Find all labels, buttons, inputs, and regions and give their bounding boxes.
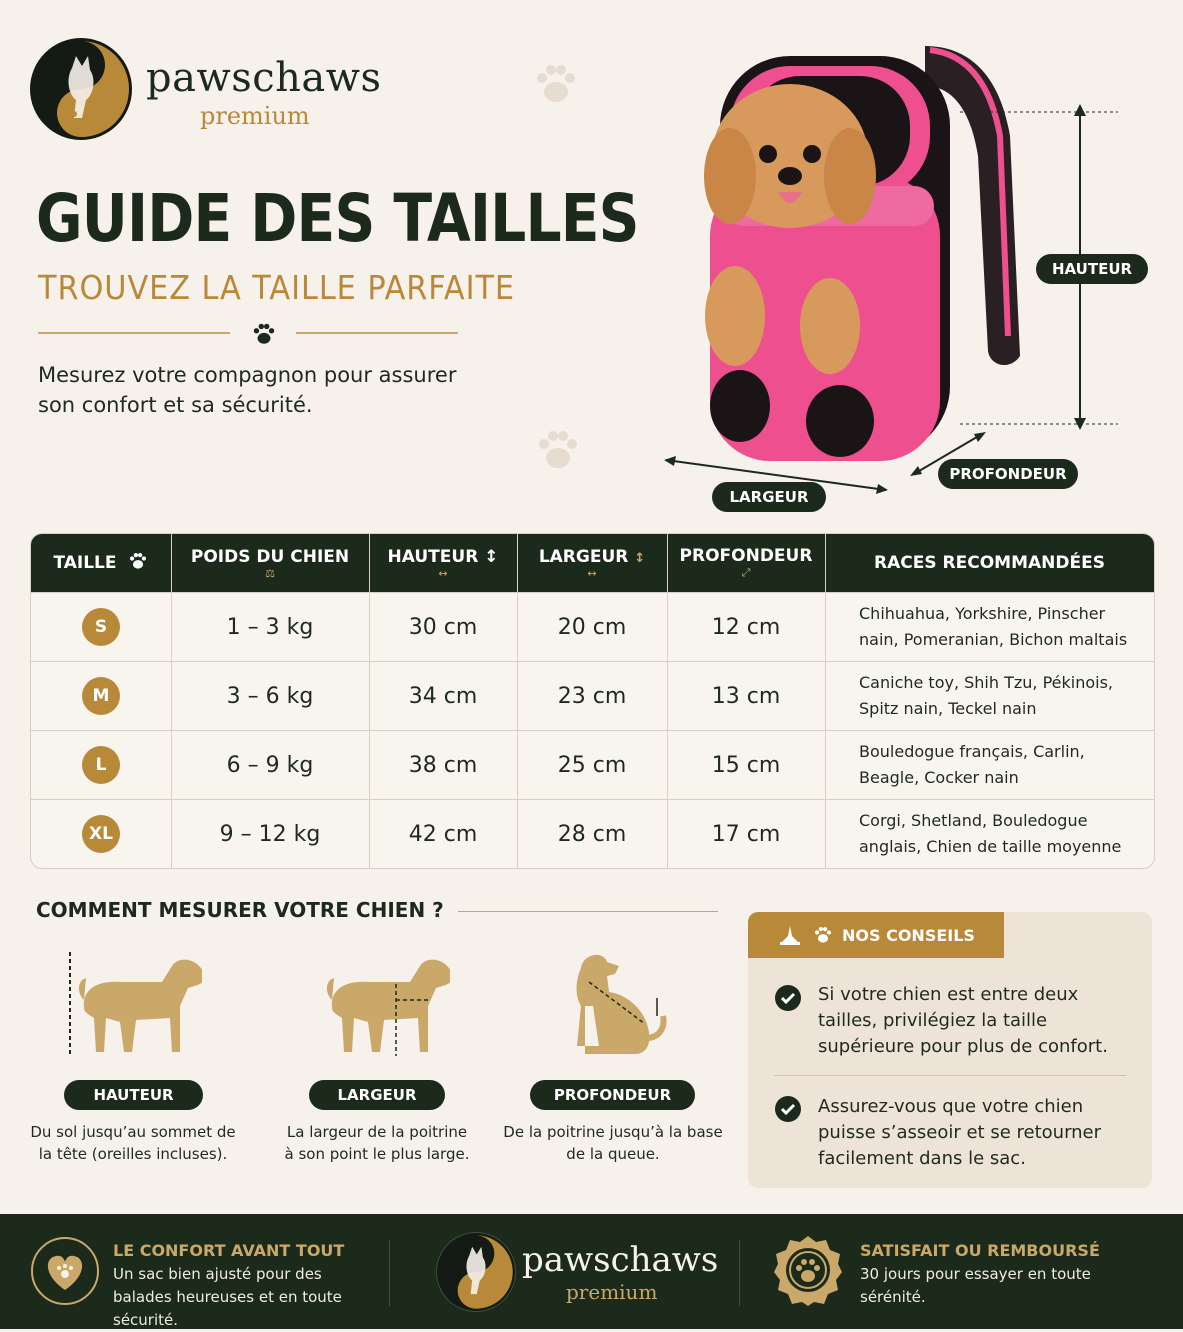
footer-divider bbox=[739, 1240, 740, 1306]
measure-depth-label: PROFONDEUR bbox=[530, 1080, 695, 1110]
header-cell bbox=[667, 534, 825, 592]
divider bbox=[774, 1075, 1126, 1076]
table-row bbox=[31, 799, 1154, 868]
header-height: HAUTEUR bbox=[387, 546, 479, 567]
height-label: HAUTEUR bbox=[1036, 254, 1148, 284]
size-badge: M bbox=[82, 677, 120, 715]
header-cell bbox=[825, 534, 1154, 592]
height-cell: 34 cm bbox=[408, 683, 478, 709]
depth-cell: 12 cm bbox=[711, 614, 781, 640]
footer-logo bbox=[436, 1232, 516, 1312]
header-cell bbox=[517, 534, 667, 592]
column-divider bbox=[667, 534, 668, 868]
tips-icon bbox=[778, 924, 802, 950]
dog-width-illustration bbox=[310, 948, 450, 1062]
measure-depth-desc: De la poitrine jusqu’à la base de la queue. bbox=[503, 1123, 723, 1163]
footer-right-title: SATISFAIT OU REMBOURSÉ bbox=[860, 1241, 1100, 1260]
breeds-cell: Corgi, Shetland, Bouledogue anglais, Chien de taille moyenne bbox=[859, 811, 1122, 856]
paw-icon bbox=[127, 550, 149, 577]
heart-paw-icon bbox=[30, 1236, 100, 1310]
vertical-arrow-icon: ↕ bbox=[634, 550, 646, 566]
measure-height-label: HAUTEUR bbox=[64, 1080, 203, 1110]
header-depth: PROFONDEUR bbox=[679, 546, 813, 566]
header-cell bbox=[31, 534, 171, 592]
paw-icon bbox=[812, 924, 834, 950]
breeds-cell: Chihuahua, Yorkshire, Pinscher nain, Pomeranian, Bichon maltais bbox=[859, 604, 1128, 649]
guarantee-seal-icon bbox=[772, 1234, 844, 1310]
header-size: TAILLE bbox=[53, 553, 117, 573]
table-header bbox=[31, 534, 1154, 592]
horizontal-arrow-icon: ↔ bbox=[587, 566, 597, 580]
depth-label: PROFONDEUR bbox=[938, 459, 1078, 489]
weight-cell: 9 – 12 kg bbox=[219, 821, 321, 847]
paw-icon bbox=[530, 58, 582, 114]
measure-height-desc: Du sol jusqu’au sommet de la tête (oreilles incluses). bbox=[30, 1123, 236, 1163]
intro-text: Mesurez votre compagnon pour assurer son confort et sa sécurité. bbox=[38, 363, 457, 417]
column-divider bbox=[517, 534, 518, 868]
tips-title: NOS CONSEILS bbox=[842, 926, 975, 945]
footer-right-text: 30 jours pour essayer en toute sérénité. bbox=[860, 1265, 1091, 1306]
weight-cell: 1 – 3 kg bbox=[226, 614, 314, 640]
diagonal-arrow-icon: ⤢ bbox=[741, 566, 751, 579]
paw-icon bbox=[250, 320, 278, 352]
tip-text: Si votre chien est entre deux tailles, privilégiez la taille supérieure pour plus de confort. bbox=[818, 984, 1108, 1057]
divider bbox=[458, 911, 718, 912]
width-cell: 28 cm bbox=[557, 821, 627, 847]
divider bbox=[296, 332, 458, 334]
width-cell: 23 cm bbox=[557, 683, 627, 709]
width-label: LARGEUR bbox=[712, 482, 826, 512]
page-title: GUIDE DES TAILLES bbox=[36, 180, 639, 257]
check-icon bbox=[775, 985, 801, 1011]
footer-brand-sub: premium bbox=[566, 1280, 658, 1304]
vertical-arrow-icon: ↕ bbox=[484, 546, 499, 567]
footer-brand-name: pawschaws bbox=[522, 1240, 719, 1280]
weight-cell: 3 – 6 kg bbox=[226, 683, 314, 709]
depth-cell: 15 cm bbox=[711, 752, 781, 778]
paw-icon bbox=[532, 424, 584, 480]
header-breeds: RACES RECOMMANDÉES bbox=[874, 553, 1105, 573]
brand-logo bbox=[30, 38, 132, 140]
header-cell bbox=[171, 534, 369, 592]
width-cell: 25 cm bbox=[557, 752, 627, 778]
footer-left-title: LE CONFORT AVANT TOUT bbox=[113, 1241, 345, 1260]
dog-depth-illustration bbox=[545, 946, 685, 1060]
width-cell: 20 cm bbox=[557, 614, 627, 640]
tip-text: Assurez-vous que votre chien puisse s’asseoir et se retourner facilement dans le sac. bbox=[818, 1096, 1102, 1169]
table-row bbox=[31, 592, 1154, 661]
size-badge: XL bbox=[82, 815, 120, 853]
depth-cell: 17 cm bbox=[711, 821, 781, 847]
column-divider bbox=[369, 534, 370, 868]
scale-icon: ⚖ bbox=[265, 566, 275, 580]
height-cell: 38 cm bbox=[408, 752, 478, 778]
dimension-arrows bbox=[660, 104, 1130, 508]
measure-width-label: LARGEUR bbox=[309, 1080, 445, 1110]
header-width: LARGEUR bbox=[538, 546, 629, 567]
weight-cell: 6 – 9 kg bbox=[226, 752, 314, 778]
footer-divider bbox=[389, 1240, 390, 1306]
header-cell bbox=[369, 534, 517, 592]
horizontal-arrow-icon: ↔ bbox=[438, 566, 448, 580]
size-table bbox=[30, 533, 1155, 869]
column-divider bbox=[171, 534, 172, 868]
size-badge: L bbox=[82, 746, 120, 784]
table-row bbox=[31, 730, 1154, 799]
brand-sub: premium bbox=[200, 102, 310, 130]
dog-height-illustration bbox=[62, 948, 202, 1062]
measure-width-desc: La largeur de la poitrine à son point le plus large. bbox=[284, 1123, 470, 1163]
table-row bbox=[31, 661, 1154, 730]
column-divider bbox=[825, 534, 826, 868]
tips-header bbox=[748, 912, 1004, 958]
how-title: COMMENT MESURER VOTRE CHIEN ? bbox=[36, 898, 444, 922]
check-icon bbox=[775, 1096, 801, 1122]
breeds-cell: Caniche toy, Shih Tzu, Pékinois, Spitz nain, Teckel nain bbox=[859, 673, 1114, 718]
footer-left-text: Un sac bien ajusté pour des balades heureuses et en toute sécurité. bbox=[113, 1265, 342, 1329]
divider bbox=[38, 332, 230, 334]
height-cell: 42 cm bbox=[408, 821, 478, 847]
breeds-cell: Bouledogue français, Carlin, Beagle, Cocker nain bbox=[859, 742, 1085, 787]
page-subtitle: TROUVEZ LA TAILLE PARFAITE bbox=[38, 268, 516, 307]
size-badge: S bbox=[82, 608, 120, 646]
height-cell: 30 cm bbox=[408, 614, 478, 640]
header-weight: POIDS DU CHIEN bbox=[190, 546, 350, 567]
brand-name: pawschaws bbox=[146, 55, 382, 101]
depth-cell: 13 cm bbox=[711, 683, 781, 709]
